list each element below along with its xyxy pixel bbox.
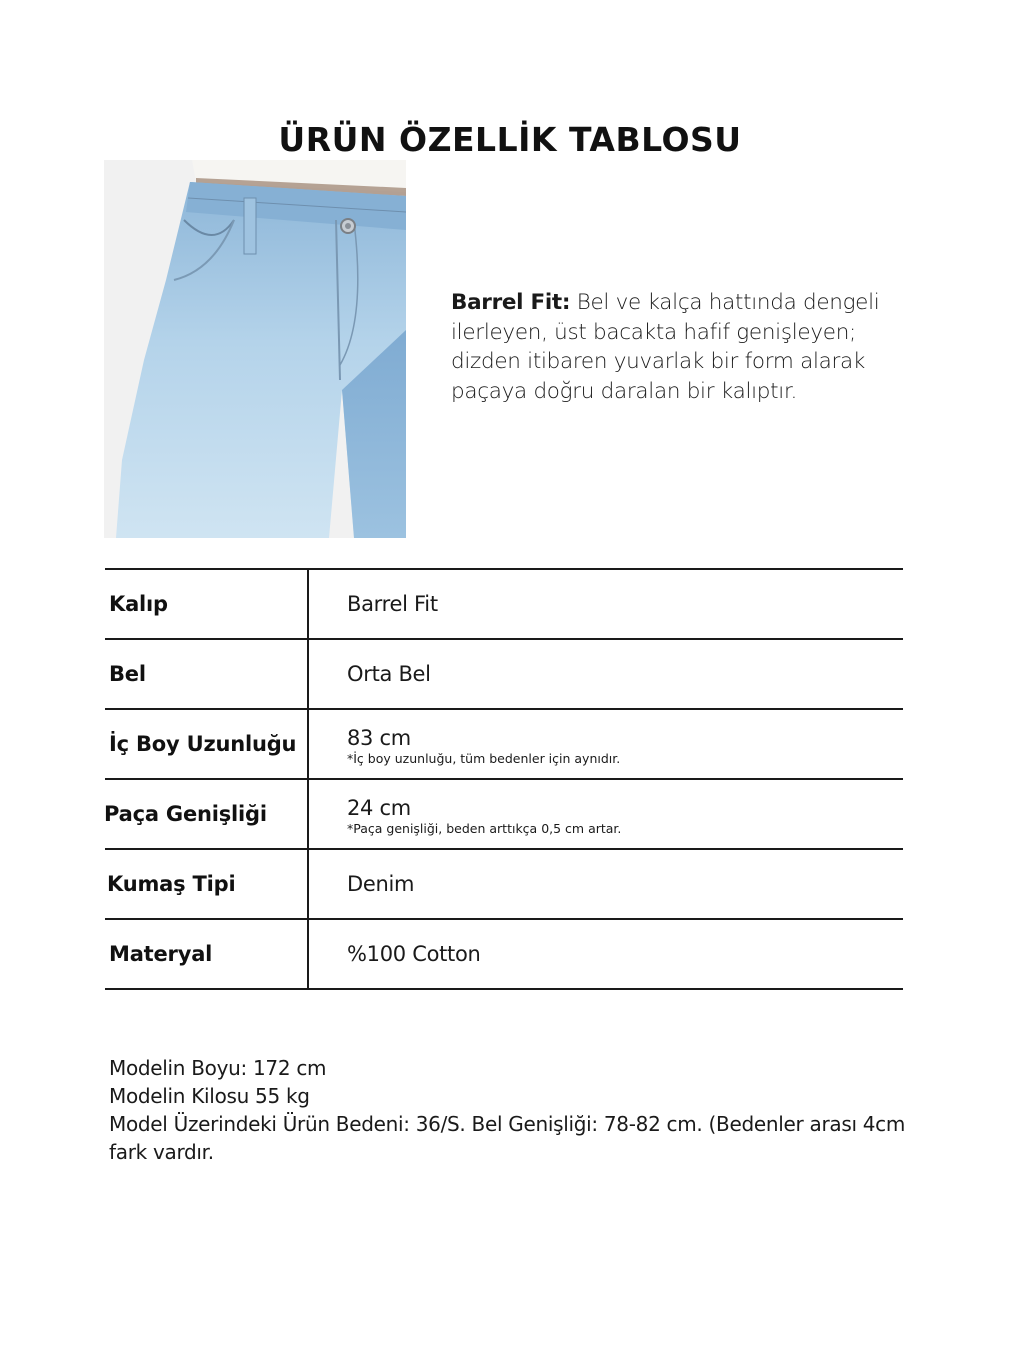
spec-label: Bel	[109, 662, 146, 686]
spec-value	[347, 640, 431, 708]
spec-label: Paça Genişliği	[104, 802, 267, 826]
spec-value-text: Denim	[347, 872, 415, 896]
table-row	[105, 568, 903, 638]
product-photo	[104, 160, 406, 538]
table-row	[105, 778, 903, 848]
table-row	[105, 708, 903, 778]
column-divider	[307, 710, 309, 778]
spec-note: *İç boy uzunluğu, tüm bedenler için aynıdır.	[347, 751, 621, 766]
model-info	[109, 1054, 909, 1166]
column-divider	[307, 570, 309, 638]
column-divider	[307, 850, 309, 918]
spec-value-text: Barrel Fit	[347, 592, 438, 616]
jeans-image	[104, 160, 406, 538]
model-size: Model Üzerindeki Ürün Bedeni: 36/S. Bel Genişliği: 78-82 cm. (Bedenler arası 4cm fark vardır.	[109, 1112, 906, 1164]
column-divider	[307, 780, 309, 848]
spec-note: *Paça genişliği, beden arttıkça 0,5 cm artar.	[347, 821, 622, 836]
spec-value	[347, 920, 481, 988]
fit-description-text: Bel ve kalça hattında dengeli ilerleyen, üst bacakta hafif genişleyen; dizden itibaren yuvarlak bir form alarak paçaya doğru daralan bir kalıptır.	[451, 290, 880, 404]
model-weight: Modelin Kilosu 55 kg	[109, 1084, 310, 1108]
fit-description	[451, 288, 931, 406]
column-divider	[307, 640, 309, 708]
spec-value-text: %100 Cotton	[347, 942, 481, 966]
table-row	[105, 848, 903, 918]
spec-value	[347, 570, 438, 638]
table-row	[105, 638, 903, 708]
spec-value-text: 24 cm	[347, 796, 411, 820]
spec-label: İç Boy Uzunluğu	[109, 732, 297, 756]
column-divider	[307, 920, 309, 988]
spec-value-text: Orta Bel	[347, 662, 431, 686]
spec-value	[347, 850, 414, 918]
spec-label: Kalıp	[109, 592, 168, 616]
model-height: Modelin Boyu: 172 cm	[109, 1056, 327, 1080]
table-row	[105, 918, 903, 990]
spec-table	[105, 568, 903, 990]
spec-label: Materyal	[109, 942, 213, 966]
spec-label: Kumaş Tipi	[107, 872, 236, 896]
fit-term: Barrel Fit:	[451, 290, 571, 315]
page-title: ÜRÜN ÖZELLİK TABLOSU	[278, 120, 742, 160]
spec-value-text: 83 cm	[347, 726, 411, 750]
